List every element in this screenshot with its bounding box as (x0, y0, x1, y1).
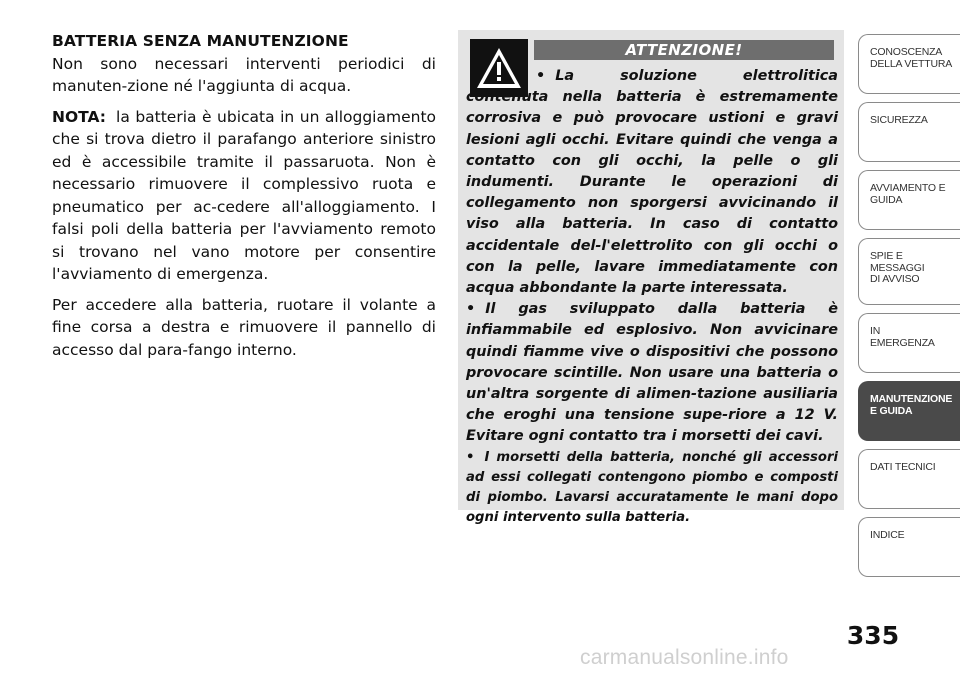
bullet: • (466, 301, 476, 318)
tab-manutenzione[interactable]: MANUTENZIONE E GUIDA (858, 381, 960, 441)
tab-sicurezza[interactable]: SICUREZZA (858, 102, 960, 162)
warning-item-text: La soluzione elettrolitica contenuta nella batteria è estremamente corrosiva e può provocare ustioni e gravi lesioni agli occhi. Evitare quindi che venga a contatto con gli occhi, la pelle o gli indumenti. Durante le operazioni di collegamento non sporgersi avvicinando il viso alla batteria. In caso di contatto accidentale del-l'elettrolito con gli occhi o con la pelle, lavare immediatamente con acqua abbondante la parte interessata. (466, 68, 838, 297)
main-text-column (52, 30, 436, 369)
tab-spie[interactable]: SPIE E MESSAGGI DI AVVISO (858, 238, 960, 305)
tab-conoscenza[interactable]: CONOSCENZA DELLA VETTURA (858, 34, 960, 94)
warning-item (466, 448, 838, 528)
warning-item-text: Il gas sviluppato dalla batteria è infiammabile ed esplosivo. Non avvicinare quindi fiamme vive o dispositivi che possono provocare scintille. Non usare una batteria o un'altra sorgente di alimen-tazione ausiliaria che eroghi una tensione supe-riore a 12 V. Evitare ogni contatto tra i morsetti dei cavi. (466, 301, 838, 445)
bullet: • (466, 449, 475, 465)
tab-emergenza[interactable]: IN EMERGENZA (858, 313, 960, 373)
tab-indice[interactable]: INDICE (858, 517, 960, 577)
warning-text (466, 66, 838, 528)
access-paragraph: Per accedere alla batteria, ruotare il volante a fine corsa a destra e rimuovere il pannello di accesso dal para-fango interno. (52, 295, 436, 359)
intro-paragraph: Non sono necessari interventi periodici di manuten-zione né l'aggiunta di acqua. (52, 54, 436, 95)
nota-text: la batteria è ubicata in un alloggiamento che si trova dietro il parafango anteriore sinistro ed è accessibile tramite il passaruota. Non è necessario rimuovere il complessivo ruota e pneumatico per ac-cedere all'alloggiamento. I falsi poli della batteria per l'avviamento remoto si trovano nel vano motore per consentire l'avviamento di emergenza. (52, 107, 436, 283)
chapter-tabs (858, 34, 960, 585)
warning-item (466, 66, 838, 299)
warning-box (458, 30, 844, 525)
warning-item (466, 299, 838, 447)
warning-item-text: I morsetti della batteria, nonché gli accessori ad essi collegati contengono piombo e composti di piombo. Lavarsi accuratamente le mani dopo ogni intervento sulla batteria. (466, 449, 838, 525)
warning-title: ATTENZIONE! (534, 40, 834, 60)
nota-label: NOTA: (52, 107, 107, 126)
section-heading: BATTERIA SENZA MANUTENZIONE (52, 32, 349, 50)
watermark: carmanualsonline.info (580, 646, 789, 669)
bullet: • (536, 68, 546, 84)
page-number: 335 (846, 621, 900, 650)
tab-avviamento[interactable]: AVVIAMENTO E GUIDA (858, 170, 960, 230)
tab-dati-tecnici[interactable]: DATI TECNICI (858, 449, 960, 509)
nota-paragraph (52, 106, 436, 286)
